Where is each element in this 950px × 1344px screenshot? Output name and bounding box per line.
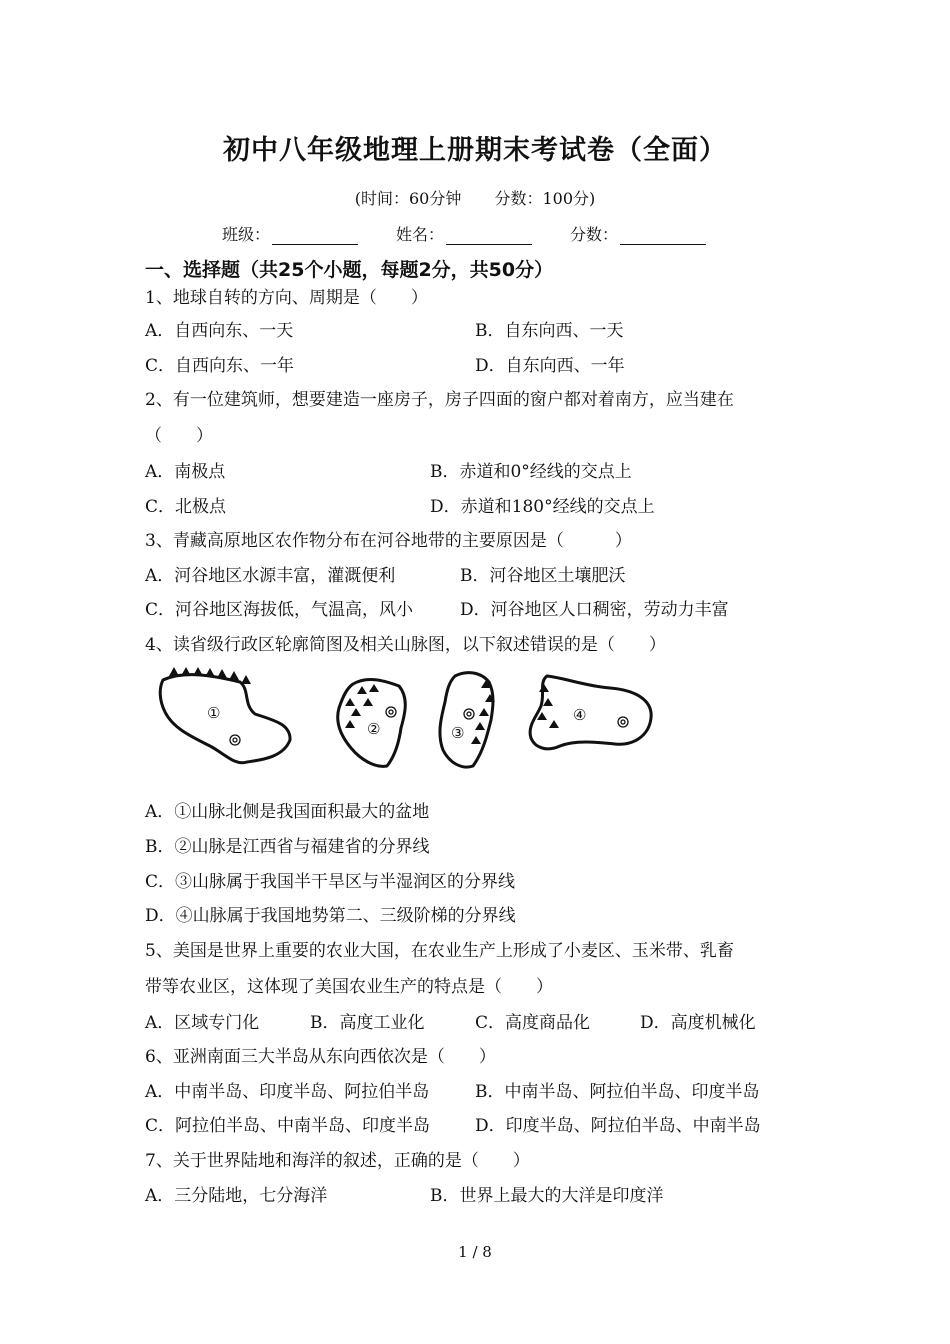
q2-option-b[interactable]: B．赤道和0°经线的交点上 [430,462,632,482]
name-label: 姓名： [396,225,445,244]
map-label-1: ① [207,704,221,722]
q5-option-a[interactable]: A．区域专门化 [145,1013,260,1033]
q6-option-c[interactable]: C．阿拉伯半岛、中南半岛、印度半岛 [145,1116,431,1136]
exam-time: (时间：60分钟 [354,189,462,208]
q7-option-a[interactable]: A．三分陆地，七分海洋 [145,1186,328,1206]
province-outline-figure [155,662,665,774]
class-field[interactable] [222,222,358,245]
q1-option-b[interactable]: B．自东向西、一天 [475,321,624,341]
capital-marker-3 [464,709,474,719]
q6-stem: 6、亚洲南面三大半岛从东向西依次是（ ） [145,1047,496,1067]
section-heading: 一、选择题（共25个小题，每题2分，共50分） [145,259,554,281]
q6-option-b[interactable]: B．中南半岛、阿拉伯半岛、印度半岛 [475,1082,760,1102]
map-label-3: ③ [451,724,465,742]
q2-stem-cont: （ ） [145,426,213,446]
q5-stem: 5、美国是世界上重要的农业大国，在农业生产上形成了小麦区、玉米带、乳畜 [145,941,734,961]
q6-option-a[interactable]: A．中南半岛、印度半岛、阿拉伯半岛 [145,1082,430,1102]
score-label: 分数： [570,225,619,244]
q4-option-c[interactable]: C．③山脉属于我国半干旱区与半湿润区的分界线 [145,872,516,892]
q1-stem: 1、地球自转的方向、周期是（ ） [145,288,428,308]
page-title: 初中八年级地理上册期末考试卷（全面） [223,135,727,166]
q2-option-d[interactable]: D．赤道和180°经线的交点上 [430,497,655,517]
q5-option-b[interactable]: B．高度工业化 [310,1013,425,1033]
exam-score: 分数：100分) [494,189,596,208]
q2-option-c[interactable]: C．北极点 [145,497,227,517]
q3-option-a[interactable]: A．河谷地区水源丰富，灌溉便利 [145,566,396,586]
q5-stem-cont: 带等农业区，这体现了美国农业生产的特点是（ ） [145,977,553,997]
q4-option-d[interactable]: D．④山脉属于我国地势第二、三级阶梯的分界线 [145,906,516,926]
map-label-2: ② [367,720,381,738]
score-field[interactable] [570,222,706,245]
q4-option-b[interactable]: B．②山脉是江西省与福建省的分界线 [145,837,430,857]
q7-option-b[interactable]: B．世界上最大的大洋是印度洋 [430,1186,664,1206]
q1-option-a[interactable]: A．自西向东、一天 [145,321,294,341]
score-blank[interactable] [620,226,706,245]
exam-info [0,186,950,209]
province-outline-4 [530,676,651,749]
q3-stem: 3、青藏高原地区农作物分布在河谷地带的主要原因是（ ） [145,531,632,551]
class-label: 班级： [222,225,271,244]
q3-option-c[interactable]: C．河谷地区海拔低，气温高，风小 [145,600,414,620]
q3-option-b[interactable]: B．河谷地区土壤肥沃 [460,566,626,586]
q6-option-d[interactable]: D．印度半岛、阿拉伯半岛、中南半岛 [475,1116,761,1136]
q4-option-a[interactable]: A．①山脉北侧是我国面积最大的盆地 [145,802,430,822]
q2-option-a[interactable]: A．南极点 [145,462,226,482]
q3-option-d[interactable]: D．河谷地区人口稠密，劳动力丰富 [460,600,729,620]
q1-option-d[interactable]: D．自东向西、一年 [475,356,625,376]
name-blank[interactable] [446,226,532,245]
capital-marker-4 [618,717,628,727]
map-label-4: ④ [573,706,587,724]
q5-option-d[interactable]: D．高度机械化 [640,1013,756,1033]
q5-option-c[interactable]: C．高度商品化 [475,1013,591,1033]
q1-option-c[interactable]: C．自西向东、一年 [145,356,295,376]
capital-marker-2 [386,707,396,717]
province-outline-1 [160,675,290,763]
name-field[interactable] [396,222,532,245]
page-number: 1 / 8 [458,1243,492,1261]
student-fields [222,222,744,245]
q4-stem: 4、读省级行政区轮廓简图及相关山脉图，以下叙述错误的是（ ） [145,635,666,655]
q2-stem: 2、有一位建筑师，想要建造一座房子，房子四面的窗户都对着南方，应当建在 [145,390,734,410]
capital-marker-1 [230,735,240,745]
class-blank[interactable] [272,226,358,245]
q7-stem: 7、关于世界陆地和海洋的叙述，正确的是（ ） [145,1151,530,1171]
